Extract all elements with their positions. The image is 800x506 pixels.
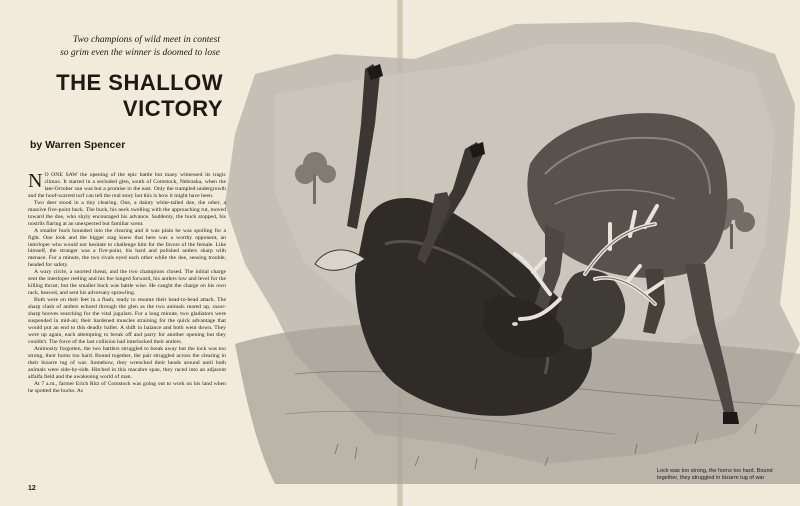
paragraph: Two deer stood in a tiny clearing. One, a dainty white-tailed doe, the other, a massive five-point buck. The buck, his neck swelling with the approaching rut, moved toward the doe, who shyly encouraged his advance. Suddenly, the buck stopped, his nostrils flaring at an unexpected but familiar scent. <box>28 199 226 227</box>
article-title <box>18 70 223 122</box>
paragraph: A wary circle, a snorted threat, and the two champions closed. The initial charge sent the interloper reeling and his foe lunged forward, his antlers low and level for the killing thrust, but the smaller buck was battle wise. He caught the charge on his own rack, heaved, and sent his adversary sprawling. <box>28 269 226 297</box>
title-line-2: VICTORY <box>122 96 223 121</box>
page-number: 12 <box>28 485 36 492</box>
article-body <box>28 172 226 476</box>
deck-line-2: so grim even the winner is doomed to lose <box>60 48 220 58</box>
paragraph: Both were on their feet in a flash, ready to resume their head-to-head attack. The sharp clash of antlers echoed through the glen as the two animals reared up, razor-sharp hooves searching for the vital jugulars. For a long minute, two gladiators were suspended in mid-air, their hardened muscles straining for the quick advantage that would put an end to this deadly ballet. A shift in balance and both went down. They were up again, each attempting to break off and parry for another opening but they couldn't. The force of the last collision had interlocked their antlers. <box>28 297 226 345</box>
title-line-1: THE SHALLOW <box>56 70 223 95</box>
drop-cap: N <box>28 172 43 192</box>
paragraph: A smaller buck bounded into the clearing and it was plain he was spoiling for a fight. One look and the bigger stag knew that here was a worthy opponent, an interloper who would not hesitate to challenge him for the favors of the female. Like himself, the stranger was a five-point, his hard and polished antlers sharp with menace. For a minute, the two rivals eyed each other while the doe, sensing trouble, headed for safety. <box>28 227 226 269</box>
paragraph-text: O ONE SAW the opening of the epic battle but many witnessed its tragic climax. It started in a secluded glen, south of Comstock, Nebraska, when the late-October sun was but a promise in the east. Only the trampled undergrowth and the hoof-scarred turf can tell the real story but this is how it might have been. <box>28 172 226 199</box>
byline: by Warren Spencer <box>30 139 126 151</box>
article-deck <box>20 34 220 60</box>
illustration-caption: Lock was too strong, the horns too hard. Bound together, they struggled in bizarre tug of war <box>657 468 773 481</box>
paragraph: Animosity forgotten, the two battlers struggled to break away but the lock was too strong, their horns too hard. Bound together, the pair struggled across the clearing in their bizarre tug of war. Somehow, they wrenched their heads around until both animals were side-by-side. Hitched in this macabre span, they raced into an adjacent alfalfa field and the awakening world of man. <box>28 345 226 380</box>
buck-fight-illustration <box>215 14 800 484</box>
paragraph: At 7 a.m., farmer Erich Ritz of Comstock was going out to work on his land when he spotted the bucks. As <box>28 380 226 394</box>
deck-line-1: Two champions of wild meet in contest <box>72 35 220 45</box>
paragraph <box>28 172 226 200</box>
